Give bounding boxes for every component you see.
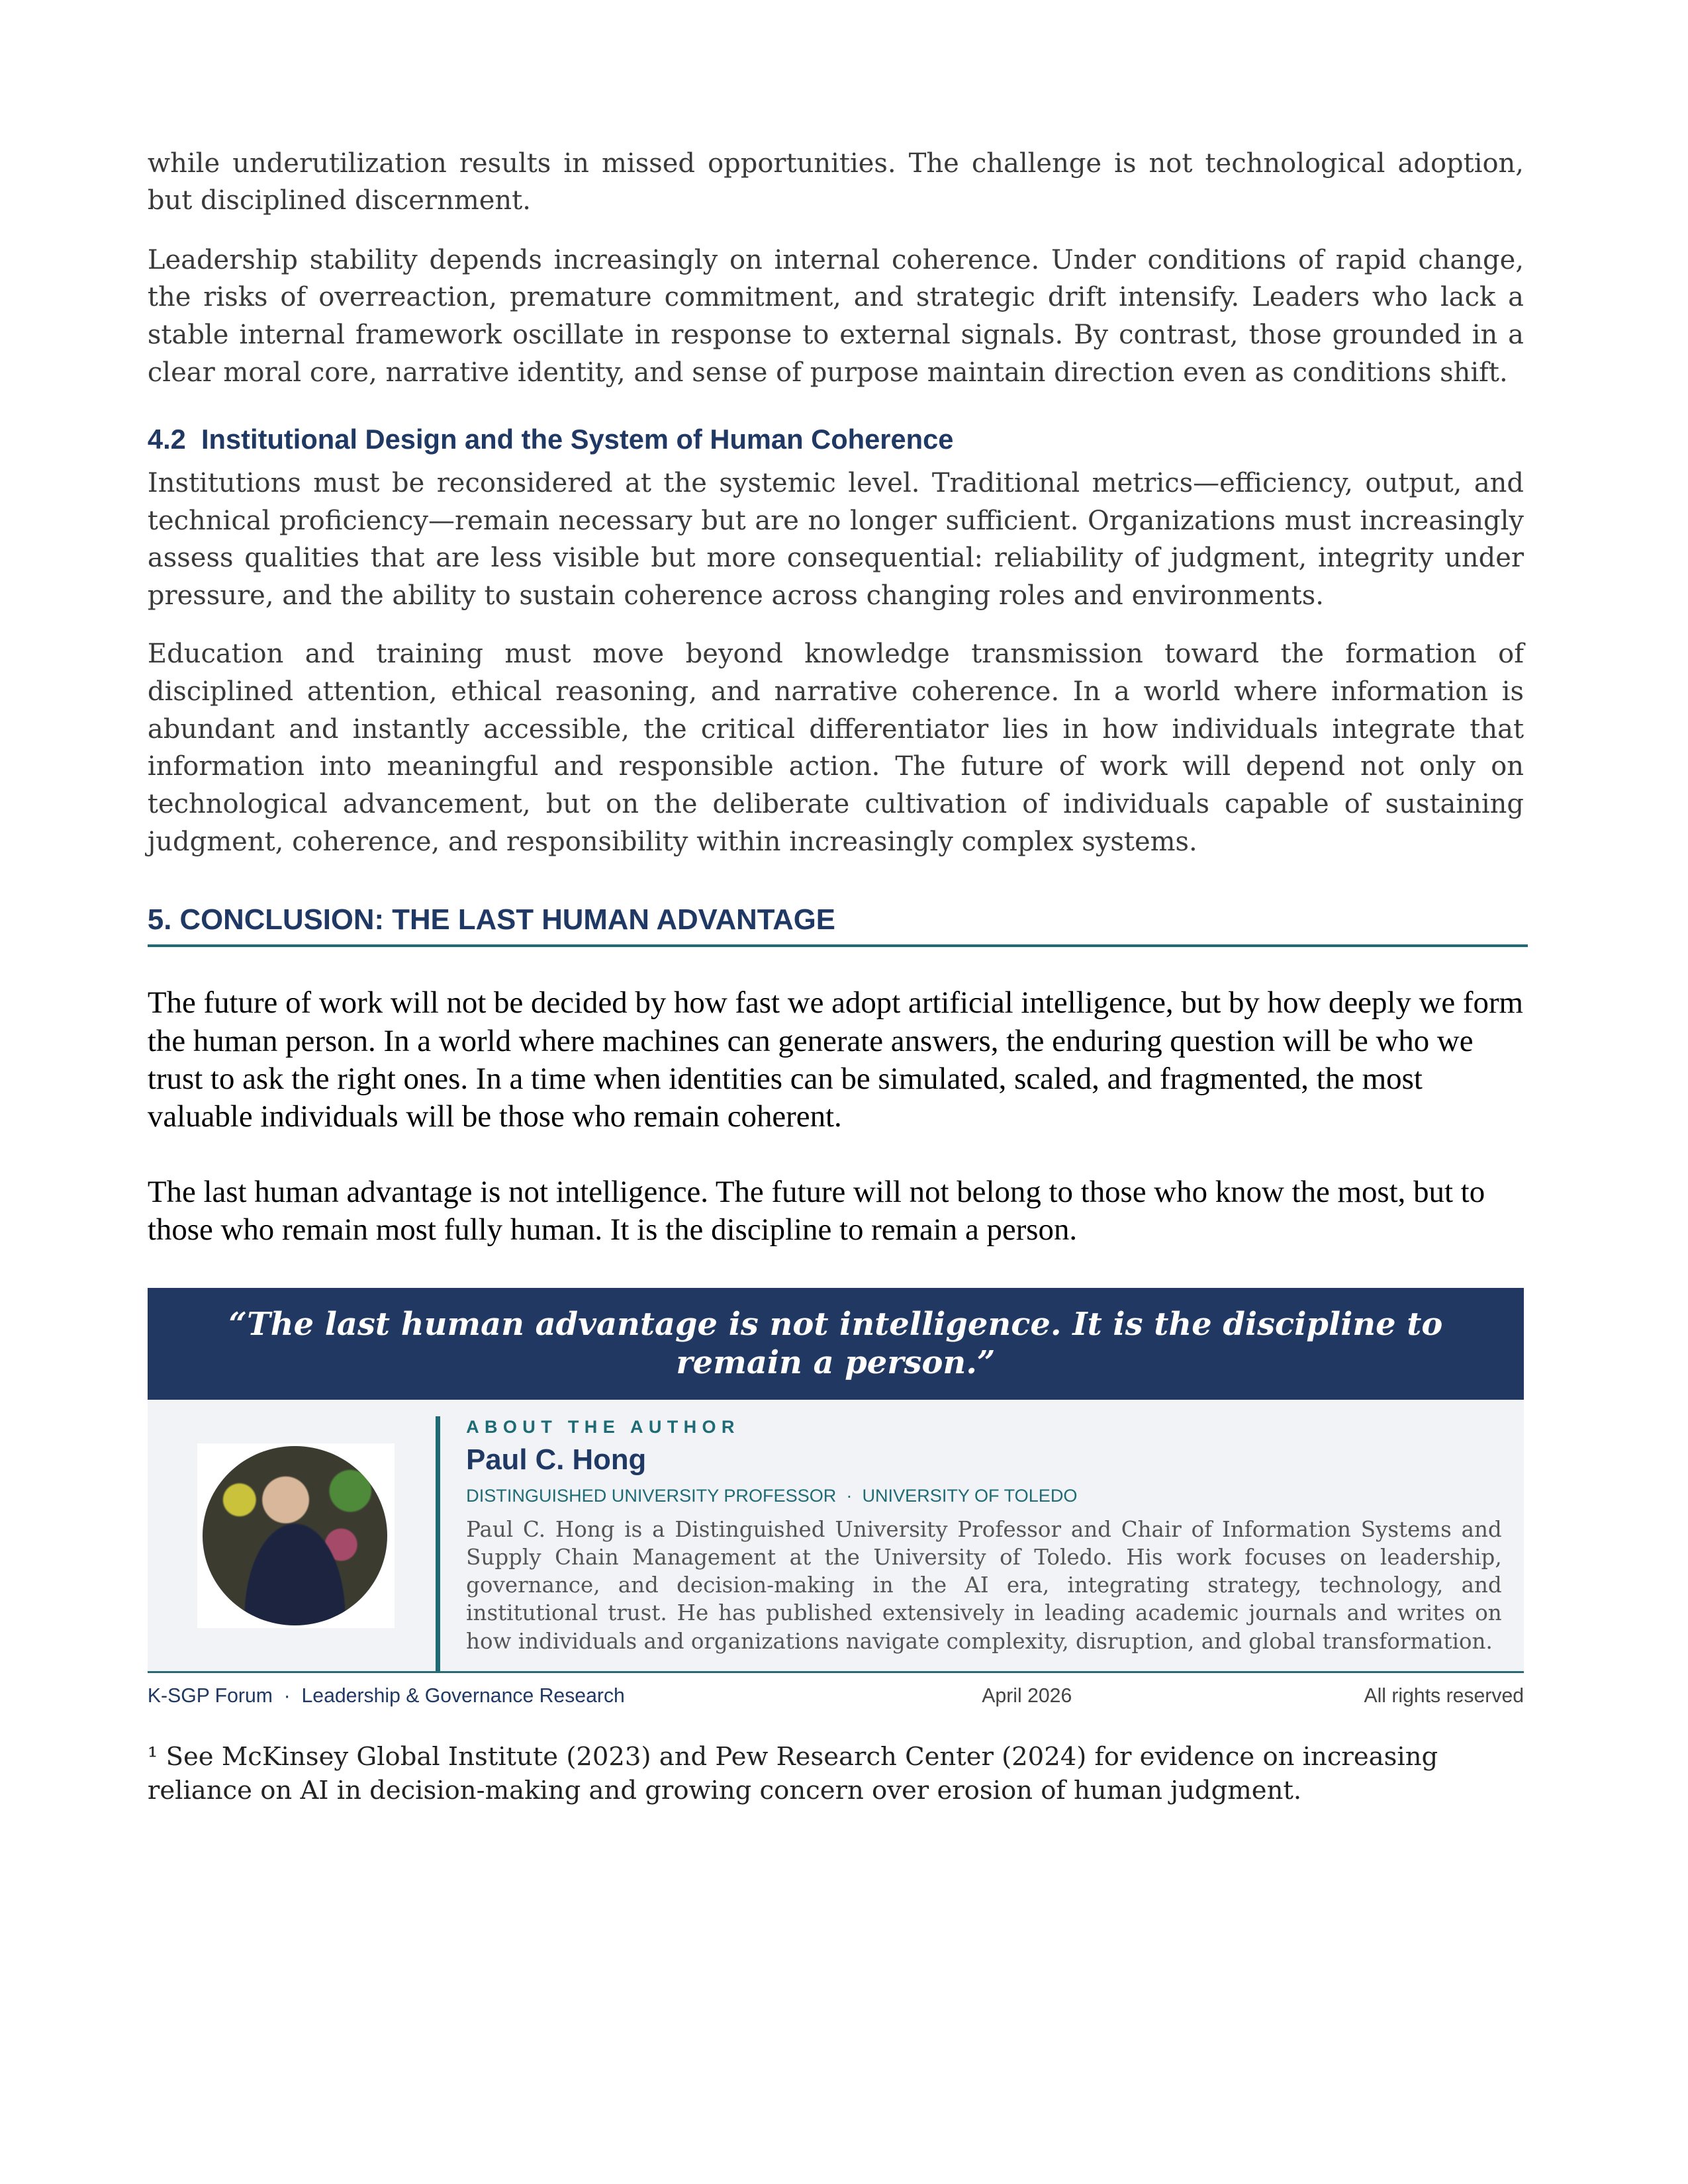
author-title: DISTINGUISHED UNIVERSITY PROFESSOR · UNIVERSITY OF TOLEDO	[466, 1484, 1078, 1506]
footnote: ¹ See McKinsey Global Institute (2023) and Pew Research Center (2024) for evidence on increasing reliance on AI in decision-making and growing concern over erosion of human judgment.	[147, 1742, 1438, 1806]
author-photo	[203, 1446, 387, 1625]
footer-rights: All rights reserved	[1364, 1684, 1524, 1707]
section-heading-4-2: 4.2 Institutional Design and the System of Human Coherence	[147, 423, 954, 455]
accent-divider	[436, 1416, 440, 1671]
author-bio: Paul C. Hong is a Distinguished University Professor and Chair of Information Systems and Supply Chain Management at the University of Toledo. His work focuses on leadership, governance, and decision-making in the AI era, integrating strategy, technology, and institutional trust. He has published extensively in leading academic journals and writes on how individuals and organizations navigate complexity, disruption, and global transformation.	[466, 1516, 1502, 1654]
paragraph: Institutions must be reconsidered at the systemic level. Traditional metrics—efficiency, output, and technical proficiency—remain necessary but are no longer sufficient. Organizations must increasingly assess qualities that are less visible but more consequential: reliability of judgment, integrity under pressure, and the ability to sustain coherence across changing roles and environments.	[147, 468, 1524, 612]
pull-quote-banner	[148, 1288, 1524, 1400]
heading-divider	[148, 944, 1528, 947]
paragraph: while underutilization results in missed opportunities. The challenge is not technological adoption, but disciplined discernment.	[147, 148, 1524, 216]
conclusion-paragraph: The future of work will not be decided by how fast we adopt artificial intelligence, but by how deeply we form the human person. In a world where machines can generate answers, the enduring question will be who we trust to ask the right ones. In a time when identities can be simulated, scaled, and fragmented, the most valuable individuals will be those who remain coherent.	[147, 985, 1524, 1134]
paragraph: Education and training must move beyond knowledge transmission toward the formation of disciplined attention, ethical reasoning, and narrative coherence. In a world where information is abundant and instantly accessible, the critical differentiator lies in how individuals integrate that information into meaningful and responsible action. The future of work will depend not only on technological advancement, but on the deliberate cultivation of individuals capable of sustaining judgment, coherence, and responsibility within increasingly complex systems.	[147, 639, 1524, 857]
author-name: Paul C. Hong	[466, 1443, 647, 1477]
pull-quote: “The last human advantage is not intelligence. It is the discipline to remain a person.”	[228, 1305, 1443, 1382]
conclusion-paragraph: The last human advantage is not intelligence. The future will not belong to those who know the most, but to those who remain most fully human. It is the discipline to remain a person.	[147, 1174, 1485, 1248]
about-author-panel	[148, 1400, 1524, 1673]
paragraph: Leadership stability depends increasingly on internal coherence. Under conditions of rapid change, the risks of overreaction, premature commitment, and strategic drift intensify. Leaders who lack a stable internal framework oscillate in response to external signals. By contrast, those grounded in a clear moral core, narrative identity, and sense of purpose maintain direction even as conditions shift.	[147, 244, 1524, 388]
about-author-label: ABOUT THE AUTHOR	[466, 1416, 740, 1437]
section-heading-conclusion: 5. CONCLUSION: THE LAST HUMAN ADVANTAGE	[147, 903, 835, 936]
author-photo-frame	[197, 1443, 395, 1628]
footer-publication: K-SGP Forum · Leadership & Governance Research	[147, 1684, 625, 1707]
footer-date: April 2026	[982, 1684, 1072, 1707]
